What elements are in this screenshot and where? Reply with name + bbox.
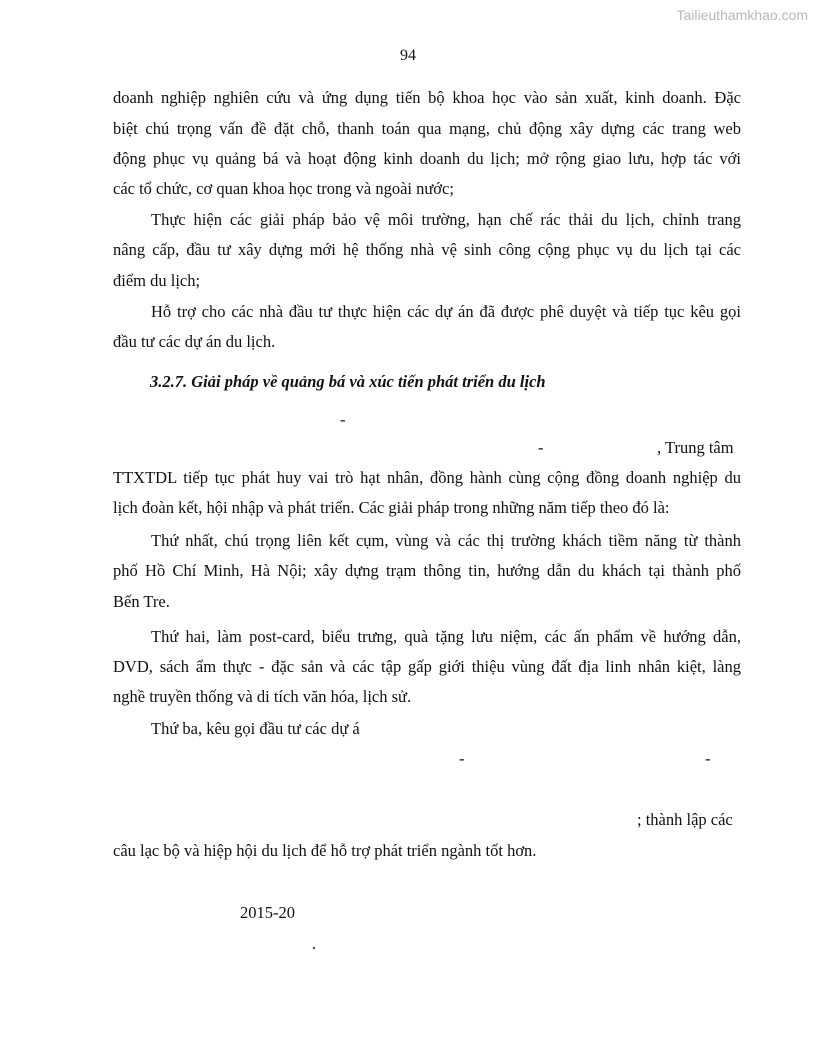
- text-line: doanh nghiệp nghiên cứu và ứng dụng tiến bộ khoa học vào sản xuất, kinh doanh. Đặc: [113, 88, 741, 107]
- text-fragment: .: [312, 934, 317, 953]
- page-number: 94: [400, 47, 416, 64]
- text-line: câu lạc bộ và hiệp hội du lịch để hỗ trợ phát triển ngành tốt hơn.: [113, 841, 537, 860]
- watermark: Tailieuthamkhao.com: [676, 7, 808, 23]
- text-line: Thứ ba, kêu gọi đầu tư các dự á: [151, 719, 360, 738]
- text-line: phố Hồ Chí Minh, Hà Nội; xây dựng trạm thông tin, hướng dẫn du khách tại thành phố: [113, 561, 741, 580]
- dash-fragment: -: [705, 749, 711, 768]
- text-line: TTXTDL tiếp tục phát huy vai trò hạt nhân, đồng hành cùng cộng đồng doanh nghiệp du: [113, 468, 741, 487]
- text-line: lịch đoàn kết, hội nhập và phát triển. Các giải pháp trong những năm tiếp theo đó là:: [113, 498, 670, 517]
- text-line: đầu tư các dự án du lịch.: [113, 332, 276, 351]
- text-line: nâng cấp, đầu tư xây dựng mới hệ thống nhà vệ sinh công cộng phục vụ du lịch tại các: [113, 240, 741, 259]
- text-line: Thứ hai, làm post-card, biểu trưng, quà tặng lưu niệm, các ấn phẩm về hướng dẫn,: [151, 627, 741, 646]
- text-line: Thứ nhất, chú trọng liên kết cụm, vùng và các thị trường khách tiềm năng từ thành: [151, 531, 741, 550]
- dash-fragment: -: [538, 438, 544, 457]
- text-fragment: , Trung tâm: [657, 438, 734, 457]
- text-line: DVD, sách ẩm thực - đặc sản và các tập gấp giới thiệu vùng đất địa linh nhân kiệt, làng: [113, 657, 741, 676]
- section-heading: 3.2.7. Giải pháp về quảng bá và xúc tiến phát triển du lịch: [150, 372, 546, 391]
- dash-fragment: -: [340, 410, 346, 429]
- text-line: Hỗ trợ cho các nhà đầu tư thực hiện các dự án đã được phê duyệt và tiếp tục kêu gọi: [151, 302, 741, 321]
- text-line: Thực hiện các giải pháp bảo vệ môi trường, hạn chế rác thải du lịch, chỉnh trang: [151, 210, 741, 229]
- text-line: động phục vụ quảng bá và hoạt động kinh doanh du lịch; mở rộng giao lưu, hợp tác với: [113, 149, 741, 168]
- text-line: biệt chú trọng vấn đề đặt chỗ, thanh toán qua mạng, chủ động xây dựng các trang web: [113, 119, 741, 138]
- text-line: Bến Tre.: [113, 592, 170, 611]
- text-line: nghề truyền thống và di tích văn hóa, lịch sử.: [113, 687, 412, 706]
- text-fragment: ; thành lập các: [637, 810, 733, 829]
- text-line: điểm du lịch;: [113, 271, 201, 290]
- dash-fragment: -: [459, 749, 465, 768]
- text-fragment: 2015-20: [240, 903, 295, 922]
- text-line: các tổ chức, cơ quan khoa học trong và ngoài nước;: [113, 179, 454, 198]
